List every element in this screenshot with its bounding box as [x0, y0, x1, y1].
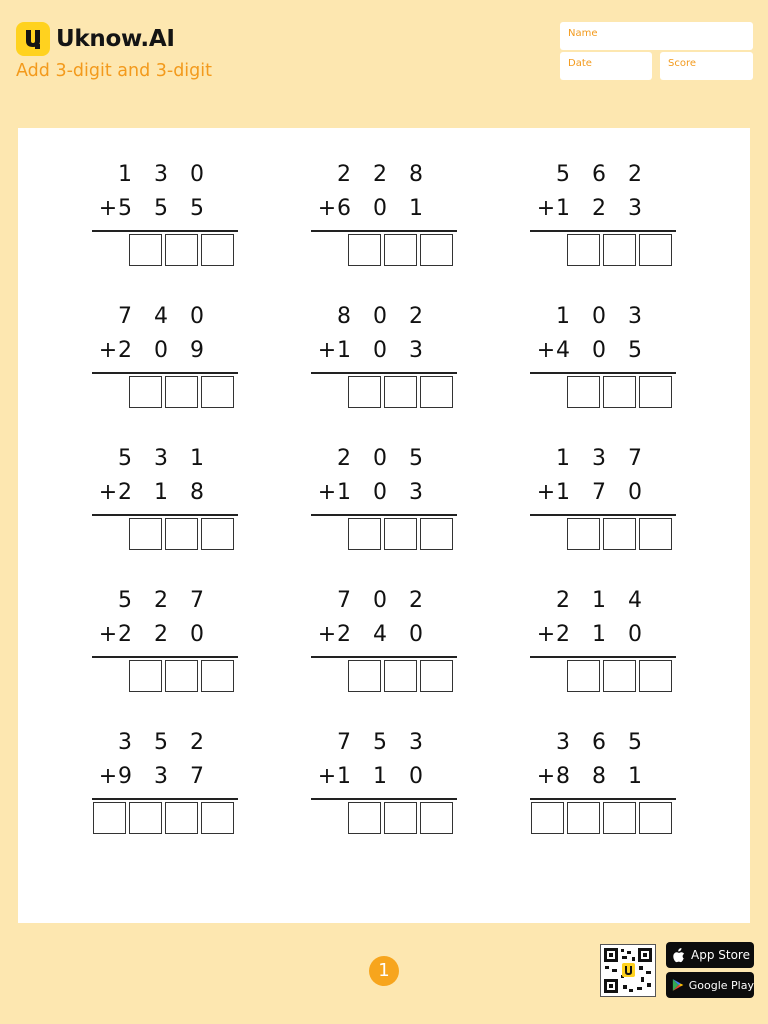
- top-number-digit: 0: [373, 446, 387, 471]
- bottom-number-digit: 0: [373, 338, 387, 363]
- top-number-digit: 2: [190, 730, 204, 755]
- bottom-number: [92, 194, 238, 224]
- top-number-digit: 1: [556, 446, 570, 471]
- top-number: [311, 728, 457, 758]
- bottom-number-digit: 3: [154, 764, 168, 789]
- problem-3: [530, 158, 676, 268]
- bottom-number-digit: 0: [409, 764, 423, 789]
- date-field[interactable]: [560, 52, 652, 80]
- plus-sign: +: [536, 338, 556, 363]
- plus-sign: +: [98, 338, 118, 363]
- top-number: [530, 728, 676, 758]
- bottom-number-digit: 1: [337, 338, 351, 363]
- bottom-number: [530, 194, 676, 224]
- logo-icon: [16, 22, 50, 56]
- answer-box[interactable]: [201, 376, 234, 408]
- apple-icon: [672, 947, 686, 963]
- bottom-number-digit: 3: [409, 480, 423, 505]
- bottom-number: [311, 478, 457, 508]
- top-number-digit: 6: [592, 162, 606, 187]
- top-number-digit: 7: [337, 588, 351, 613]
- brand: [16, 22, 175, 56]
- answer-box[interactable]: [603, 802, 636, 834]
- bottom-number-digit: 2: [592, 196, 606, 221]
- top-number: [311, 160, 457, 190]
- sum-rule: [92, 656, 238, 658]
- top-number-digit: 8: [409, 162, 423, 187]
- answer-box[interactable]: [420, 234, 453, 266]
- top-number-digit: 5: [118, 446, 132, 471]
- answer-box[interactable]: [567, 376, 600, 408]
- bottom-number-digit: 8: [592, 764, 606, 789]
- top-number-digit: 4: [154, 304, 168, 329]
- answer-box[interactable]: [420, 376, 453, 408]
- top-number: [311, 444, 457, 474]
- top-number: [92, 728, 238, 758]
- answer-box[interactable]: [129, 234, 162, 266]
- top-number-digit: 3: [118, 730, 132, 755]
- bottom-number: [530, 478, 676, 508]
- sum-rule: [92, 230, 238, 232]
- answer-box[interactable]: [129, 802, 162, 834]
- top-number-digit: 2: [337, 162, 351, 187]
- top-number: [530, 160, 676, 190]
- bottom-number: [92, 762, 238, 792]
- answer-box[interactable]: [93, 802, 126, 834]
- answer-box[interactable]: [348, 376, 381, 408]
- top-number: [311, 302, 457, 332]
- top-number-digit: 0: [373, 304, 387, 329]
- top-number-digit: 0: [373, 588, 387, 613]
- page-number: 1: [369, 956, 399, 986]
- answer-box[interactable]: [201, 802, 234, 834]
- bottom-number-digit: 1: [409, 196, 423, 221]
- bottom-number-digit: 4: [373, 622, 387, 647]
- top-number-digit: 3: [409, 730, 423, 755]
- answer-box[interactable]: [129, 518, 162, 550]
- logo-u-glyph: [22, 27, 44, 51]
- answer-box[interactable]: [567, 234, 600, 266]
- bottom-number-digit: 2: [556, 622, 570, 647]
- answer-box[interactable]: [420, 802, 453, 834]
- answer-box[interactable]: [165, 518, 198, 550]
- top-number-digit: 8: [337, 304, 351, 329]
- bottom-number-digit: 2: [118, 622, 132, 647]
- bottom-number-digit: 0: [409, 622, 423, 647]
- sum-rule: [311, 372, 457, 374]
- bottom-number-digit: 1: [556, 480, 570, 505]
- bottom-number: [92, 620, 238, 650]
- bottom-number-digit: 9: [118, 764, 132, 789]
- top-number-digit: 7: [118, 304, 132, 329]
- top-number-digit: 7: [337, 730, 351, 755]
- top-number-digit: 2: [409, 304, 423, 329]
- top-number-digit: 2: [337, 446, 351, 471]
- top-number-digit: 7: [190, 588, 204, 613]
- top-number-digit: 5: [409, 446, 423, 471]
- plus-sign: +: [98, 480, 118, 505]
- plus-sign: +: [536, 480, 556, 505]
- sum-rule: [311, 230, 457, 232]
- worksheet-subtitle: Add 3-digit and 3-digit: [16, 61, 212, 81]
- answer-box[interactable]: [201, 660, 234, 692]
- plus-sign: +: [98, 196, 118, 221]
- top-number-digit: 5: [628, 730, 642, 755]
- top-number: [92, 444, 238, 474]
- top-number-digit: 5: [556, 162, 570, 187]
- top-number-digit: 3: [592, 446, 606, 471]
- top-number-digit: 5: [118, 588, 132, 613]
- problem-13: [92, 726, 238, 836]
- problem-7: [92, 442, 238, 552]
- answer-box[interactable]: [639, 660, 672, 692]
- bottom-number-digit: 4: [556, 338, 570, 363]
- answer-box[interactable]: [603, 376, 636, 408]
- answer-box[interactable]: [129, 660, 162, 692]
- bottom-number-digit: 1: [628, 764, 642, 789]
- problem-10: [92, 584, 238, 694]
- answer-box[interactable]: [165, 660, 198, 692]
- bottom-number-digit: 1: [337, 480, 351, 505]
- answer-box[interactable]: [420, 518, 453, 550]
- top-number-digit: 0: [592, 304, 606, 329]
- answer-box[interactable]: [201, 518, 234, 550]
- answer-box[interactable]: [384, 518, 417, 550]
- answer-box[interactable]: [639, 234, 672, 266]
- name-label: Name: [568, 28, 598, 39]
- top-number-digit: 1: [556, 304, 570, 329]
- bottom-number: [92, 478, 238, 508]
- bottom-number-digit: 0: [592, 338, 606, 363]
- bottom-number: [530, 620, 676, 650]
- sum-rule: [92, 514, 238, 516]
- plus-sign: +: [536, 622, 556, 647]
- top-number-digit: 2: [409, 588, 423, 613]
- answer-box[interactable]: [531, 802, 564, 834]
- plus-sign: +: [317, 480, 337, 505]
- bottom-number-digit: 1: [373, 764, 387, 789]
- sum-rule: [311, 656, 457, 658]
- top-number-digit: 3: [154, 162, 168, 187]
- bottom-number-digit: 5: [628, 338, 642, 363]
- top-number-digit: 1: [190, 446, 204, 471]
- bottom-number-digit: 7: [592, 480, 606, 505]
- bottom-number-digit: 3: [628, 196, 642, 221]
- bottom-number-digit: 1: [154, 480, 168, 505]
- bottom-number: [311, 194, 457, 224]
- problem-5: [311, 300, 457, 410]
- answer-box[interactable]: [165, 234, 198, 266]
- name-field[interactable]: [560, 22, 753, 50]
- score-field[interactable]: [660, 52, 753, 80]
- answer-box[interactable]: [567, 660, 600, 692]
- bottom-number-digit: 0: [628, 480, 642, 505]
- problem-14: [311, 726, 457, 836]
- answer-box[interactable]: [603, 660, 636, 692]
- bottom-number: [311, 620, 457, 650]
- sum-rule: [311, 798, 457, 800]
- bottom-number: [530, 336, 676, 366]
- top-number-digit: 1: [118, 162, 132, 187]
- bottom-number-digit: 9: [190, 338, 204, 363]
- bottom-number-digit: 5: [154, 196, 168, 221]
- bottom-number: [92, 336, 238, 366]
- worksheet-sheet: [18, 128, 750, 923]
- plus-sign: +: [317, 338, 337, 363]
- plus-sign: +: [317, 764, 337, 789]
- problem-1: [92, 158, 238, 268]
- sum-rule: [530, 514, 676, 516]
- top-number: [92, 160, 238, 190]
- answer-box[interactable]: [129, 376, 162, 408]
- top-number: [92, 586, 238, 616]
- answer-box[interactable]: [348, 234, 381, 266]
- bottom-number-digit: 2: [337, 622, 351, 647]
- sum-rule: [92, 798, 238, 800]
- problem-15: [530, 726, 676, 836]
- top-number: [530, 302, 676, 332]
- problem-4: [92, 300, 238, 410]
- top-number-digit: 4: [628, 588, 642, 613]
- top-number: [530, 444, 676, 474]
- top-number-digit: 2: [556, 588, 570, 613]
- plus-sign: +: [317, 622, 337, 647]
- bottom-number-digit: 0: [628, 622, 642, 647]
- app-store-badge[interactable]: [666, 942, 754, 968]
- answer-box[interactable]: [384, 660, 417, 692]
- top-number-digit: 2: [154, 588, 168, 613]
- plus-sign: +: [98, 622, 118, 647]
- answer-box[interactable]: [165, 802, 198, 834]
- answer-box[interactable]: [603, 234, 636, 266]
- google-play-label: Google Play: [688, 978, 754, 992]
- bottom-number-digit: 3: [409, 338, 423, 363]
- plus-sign: +: [536, 764, 556, 789]
- top-number-digit: 5: [373, 730, 387, 755]
- problem-2: [311, 158, 457, 268]
- sum-rule: [92, 372, 238, 374]
- bottom-number: [311, 762, 457, 792]
- top-number-digit: 3: [154, 446, 168, 471]
- sum-rule: [530, 372, 676, 374]
- answer-box[interactable]: [348, 660, 381, 692]
- answer-box[interactable]: [603, 518, 636, 550]
- bottom-number-digit: 5: [190, 196, 204, 221]
- bottom-number-digit: 2: [154, 622, 168, 647]
- top-number-digit: 1: [592, 588, 606, 613]
- answer-box[interactable]: [348, 518, 381, 550]
- top-number-digit: 3: [628, 304, 642, 329]
- bottom-number-digit: 6: [337, 196, 351, 221]
- bottom-number: [530, 762, 676, 792]
- app-store-label: App Store: [691, 948, 750, 962]
- answer-box[interactable]: [639, 518, 672, 550]
- plus-sign: +: [317, 196, 337, 221]
- bottom-number-digit: 7: [190, 764, 204, 789]
- top-number-digit: 2: [373, 162, 387, 187]
- sum-rule: [530, 798, 676, 800]
- sum-rule: [530, 656, 676, 658]
- date-label: Date: [568, 58, 592, 69]
- top-number-digit: 5: [154, 730, 168, 755]
- problem-11: [311, 584, 457, 694]
- top-number-digit: 0: [190, 304, 204, 329]
- problem-9: [530, 442, 676, 552]
- answer-box[interactable]: [567, 518, 600, 550]
- bottom-number-digit: 0: [373, 480, 387, 505]
- bottom-number-digit: 8: [190, 480, 204, 505]
- answer-box[interactable]: [639, 376, 672, 408]
- answer-box[interactable]: [384, 376, 417, 408]
- sum-rule: [311, 514, 457, 516]
- bottom-number-digit: 1: [592, 622, 606, 647]
- qr-code-icon: [600, 944, 656, 997]
- sum-rule: [530, 230, 676, 232]
- top-number-digit: 6: [592, 730, 606, 755]
- answer-box[interactable]: [348, 802, 381, 834]
- bottom-number-digit: 5: [118, 196, 132, 221]
- top-number: [311, 586, 457, 616]
- answer-box[interactable]: [384, 802, 417, 834]
- bottom-number: [311, 336, 457, 366]
- plus-sign: +: [98, 764, 118, 789]
- bottom-number-digit: 0: [373, 196, 387, 221]
- answer-box[interactable]: [567, 802, 600, 834]
- top-number: [530, 586, 676, 616]
- bottom-number-digit: 0: [190, 622, 204, 647]
- plus-sign: +: [536, 196, 556, 221]
- bottom-number-digit: 1: [337, 764, 351, 789]
- bottom-number-digit: 1: [556, 196, 570, 221]
- answer-box[interactable]: [201, 234, 234, 266]
- bottom-number-digit: 2: [118, 480, 132, 505]
- google-play-icon: [672, 977, 684, 993]
- top-number-digit: 0: [190, 162, 204, 187]
- bottom-number-digit: 0: [154, 338, 168, 363]
- answer-box[interactable]: [384, 234, 417, 266]
- bottom-number-digit: 2: [118, 338, 132, 363]
- top-number: [92, 302, 238, 332]
- problem-8: [311, 442, 457, 552]
- answer-box[interactable]: [165, 376, 198, 408]
- problem-12: [530, 584, 676, 694]
- top-number-digit: 3: [556, 730, 570, 755]
- bottom-number-digit: 8: [556, 764, 570, 789]
- answer-box[interactable]: [639, 802, 672, 834]
- problem-6: [530, 300, 676, 410]
- top-number-digit: 2: [628, 162, 642, 187]
- score-label: Score: [668, 58, 697, 69]
- google-play-badge[interactable]: [666, 972, 754, 998]
- top-number-digit: 7: [628, 446, 642, 471]
- brand-name: Uknow.AI: [56, 26, 175, 52]
- answer-box[interactable]: [420, 660, 453, 692]
